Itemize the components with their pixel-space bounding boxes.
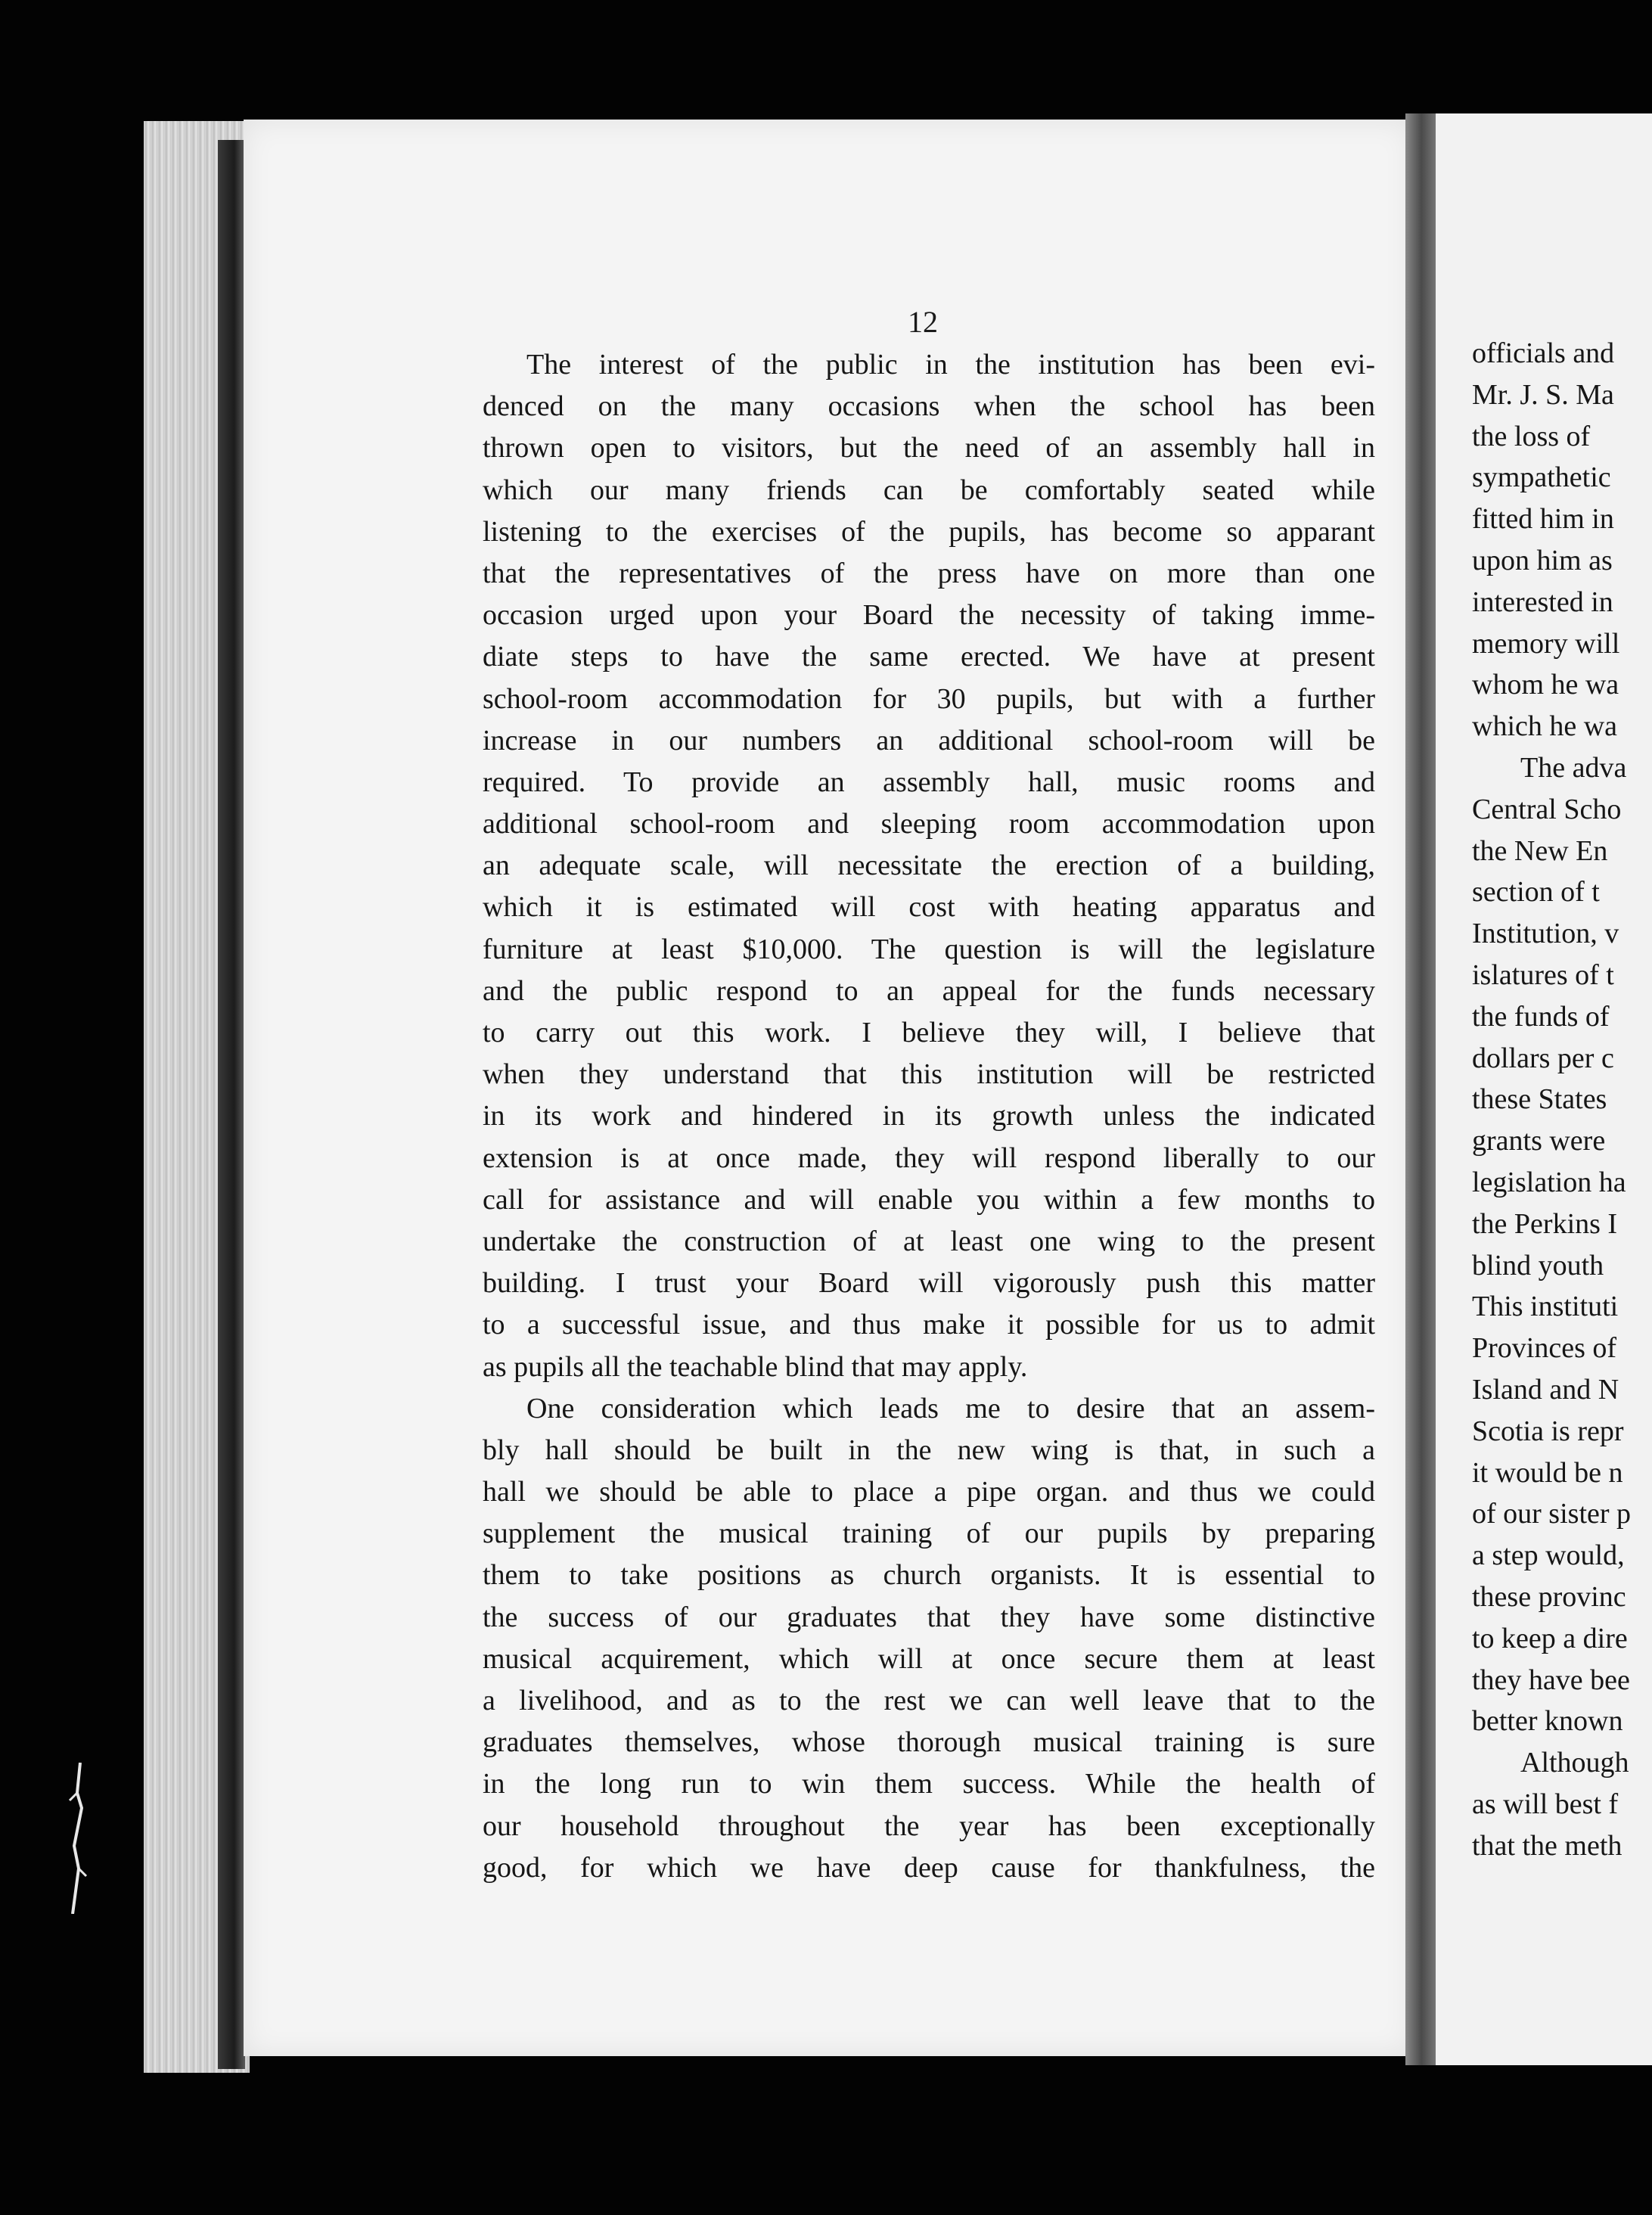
text-line: school-room accommodation for 30 pupils, but with a further: [483, 682, 1375, 715]
binding-shadow: [218, 140, 245, 2069]
text-line: increase in our numbers an additional school-room will be: [483, 724, 1375, 756]
text-line-fragment: to keep a dire: [1472, 1622, 1628, 1654]
text-line-fragment: the loss of: [1472, 420, 1591, 452]
text-line: to a successful issue, and thus make it possible for us to admit: [483, 1309, 1375, 1341]
text-line: call for assistance and will enable you within a few months to: [483, 1183, 1375, 1216]
text-line: in the long run to win them success. While the health of: [483, 1768, 1375, 1800]
text-line: in its work and hindered in its growth unless the indicated: [483, 1100, 1375, 1132]
text-line: an adequate scale, will necessitate the erection of a building,: [483, 850, 1375, 882]
text-line: which our many friends can be comfortably seated while: [483, 474, 1375, 506]
text-line-fragment: Institution, v: [1472, 918, 1619, 950]
text-line-fragment: blind youth: [1472, 1249, 1604, 1281]
text-line: and the public respond to an appeal for the funds necessary: [483, 974, 1375, 1007]
text-line: a livelihood, and as to the rest we can well leave that to the: [483, 1685, 1375, 1716]
spine-shadow: [1405, 113, 1437, 2065]
text-line: when they understand that this institution will be restricted: [483, 1058, 1375, 1091]
text-line: our household throughout the year has been exceptionally: [483, 1810, 1375, 1842]
left-page-text: [483, 344, 1375, 1889]
text-line-fragment: as will best f: [1472, 1788, 1619, 1820]
text-line-fragment: a step would,: [1472, 1539, 1625, 1572]
text-line-fragment: of our sister p: [1472, 1498, 1632, 1530]
text-line: which it is estimated will cost with heating apparatus and: [483, 891, 1375, 924]
scan-debris-mark: [67, 1763, 89, 1914]
text-line-fragment: the Perkins I: [1472, 1207, 1618, 1240]
text-line-fragment: Mr. J. S. Ma: [1472, 378, 1614, 411]
text-line-fragment: This instituti: [1472, 1291, 1619, 1323]
text-line: musical acquirement, which will at once secure them at least: [483, 1642, 1375, 1675]
text-line-fragment: Scotia is repr: [1472, 1415, 1624, 1447]
text-line-fragment: sympathetic: [1472, 461, 1611, 494]
text-line: as pupils all the teachable blind that may apply.: [483, 1350, 1028, 1383]
text-line-fragment: interested in: [1472, 586, 1613, 618]
right-page-text: [1472, 333, 1652, 1866]
text-line: furniture at least $10,000. The question is will the legislature: [483, 933, 1375, 965]
text-line: them to take positions as church organists. It is essential to: [483, 1559, 1375, 1592]
text-line-fragment: Although: [1520, 1747, 1629, 1779]
text-line: to carry out this work. I believe they will, I believe that: [483, 1017, 1375, 1048]
text-line: the success of our graduates that they have some distinctive: [483, 1601, 1375, 1633]
text-line-fragment: the funds of: [1472, 1000, 1610, 1033]
text-line-fragment: which he wa: [1472, 710, 1618, 743]
text-line-fragment: whom he wa: [1472, 669, 1619, 701]
text-line-fragment: these States: [1472, 1083, 1607, 1116]
text-line: hall we should be able to place a pipe organ. and thus we could: [483, 1476, 1375, 1508]
text-line-fragment: better known: [1472, 1705, 1623, 1738]
text-line: additional school-room and sleeping room accommodation upon: [483, 808, 1375, 840]
text-line-fragment: that the meth: [1472, 1829, 1622, 1862]
text-line-fragment: fitted him in: [1472, 503, 1614, 536]
text-line: supplement the musical training of our pupils by preparing: [483, 1518, 1375, 1550]
text-line-fragment: Central Scho: [1472, 793, 1622, 825]
text-line: that the representatives of the press have on more than one: [483, 557, 1375, 589]
text-line-fragment: it would be n: [1472, 1456, 1623, 1489]
text-line-fragment: The adva: [1520, 751, 1627, 784]
text-line-fragment: officials and: [1472, 337, 1615, 369]
text-line: building. I trust your Board will vigorously push this matter: [483, 1267, 1375, 1300]
text-line-fragment: Provinces of: [1472, 1332, 1617, 1365]
text-line: The interest of the public in the institution has been evi-: [526, 349, 1375, 381]
text-line: thrown open to visitors, but the need of an assembly hall in: [483, 432, 1375, 464]
text-line-fragment: upon him as: [1472, 544, 1613, 576]
text-line-fragment: Island and N: [1472, 1373, 1619, 1406]
text-line: occasion urged upon your Board the necessity of taking imme-: [483, 599, 1375, 632]
text-line: required. To provide an assembly hall, music rooms and: [483, 766, 1375, 798]
text-line-fragment: islatures of t: [1472, 958, 1614, 991]
text-line: extension is at once made, they will respond liberally to our: [483, 1142, 1375, 1174]
text-line: denced on the many occasions when the school has been: [483, 390, 1375, 423]
text-line-fragment: the New En: [1472, 834, 1608, 867]
page-number: 12: [908, 305, 938, 339]
text-line-fragment: memory will: [1472, 627, 1620, 660]
text-line-fragment: dollars per c: [1472, 1042, 1614, 1074]
text-line: graduates themselves, whose thorough musical training is sure: [483, 1726, 1375, 1759]
text-line-fragment: legislation ha: [1472, 1166, 1626, 1198]
text-line: good, for which we have deep cause for thankfulness, the: [483, 1851, 1375, 1884]
text-line: listening to the exercises of the pupils, has become so apparant: [483, 515, 1375, 548]
text-line-fragment: grants were: [1472, 1125, 1606, 1157]
text-line: diate steps to have the same erected. We have at present: [483, 641, 1375, 673]
text-line-fragment: they have bee: [1472, 1664, 1630, 1696]
text-line-fragment: these provinc: [1472, 1580, 1626, 1613]
text-line: One consideration which leads me to desire that an assem-: [526, 1392, 1375, 1424]
text-line: bly hall should be built in the new wing is that, in such a: [483, 1434, 1375, 1466]
text-line-fragment: section of t: [1472, 876, 1600, 909]
text-line: undertake the construction of at least one wing to the present: [483, 1225, 1375, 1257]
